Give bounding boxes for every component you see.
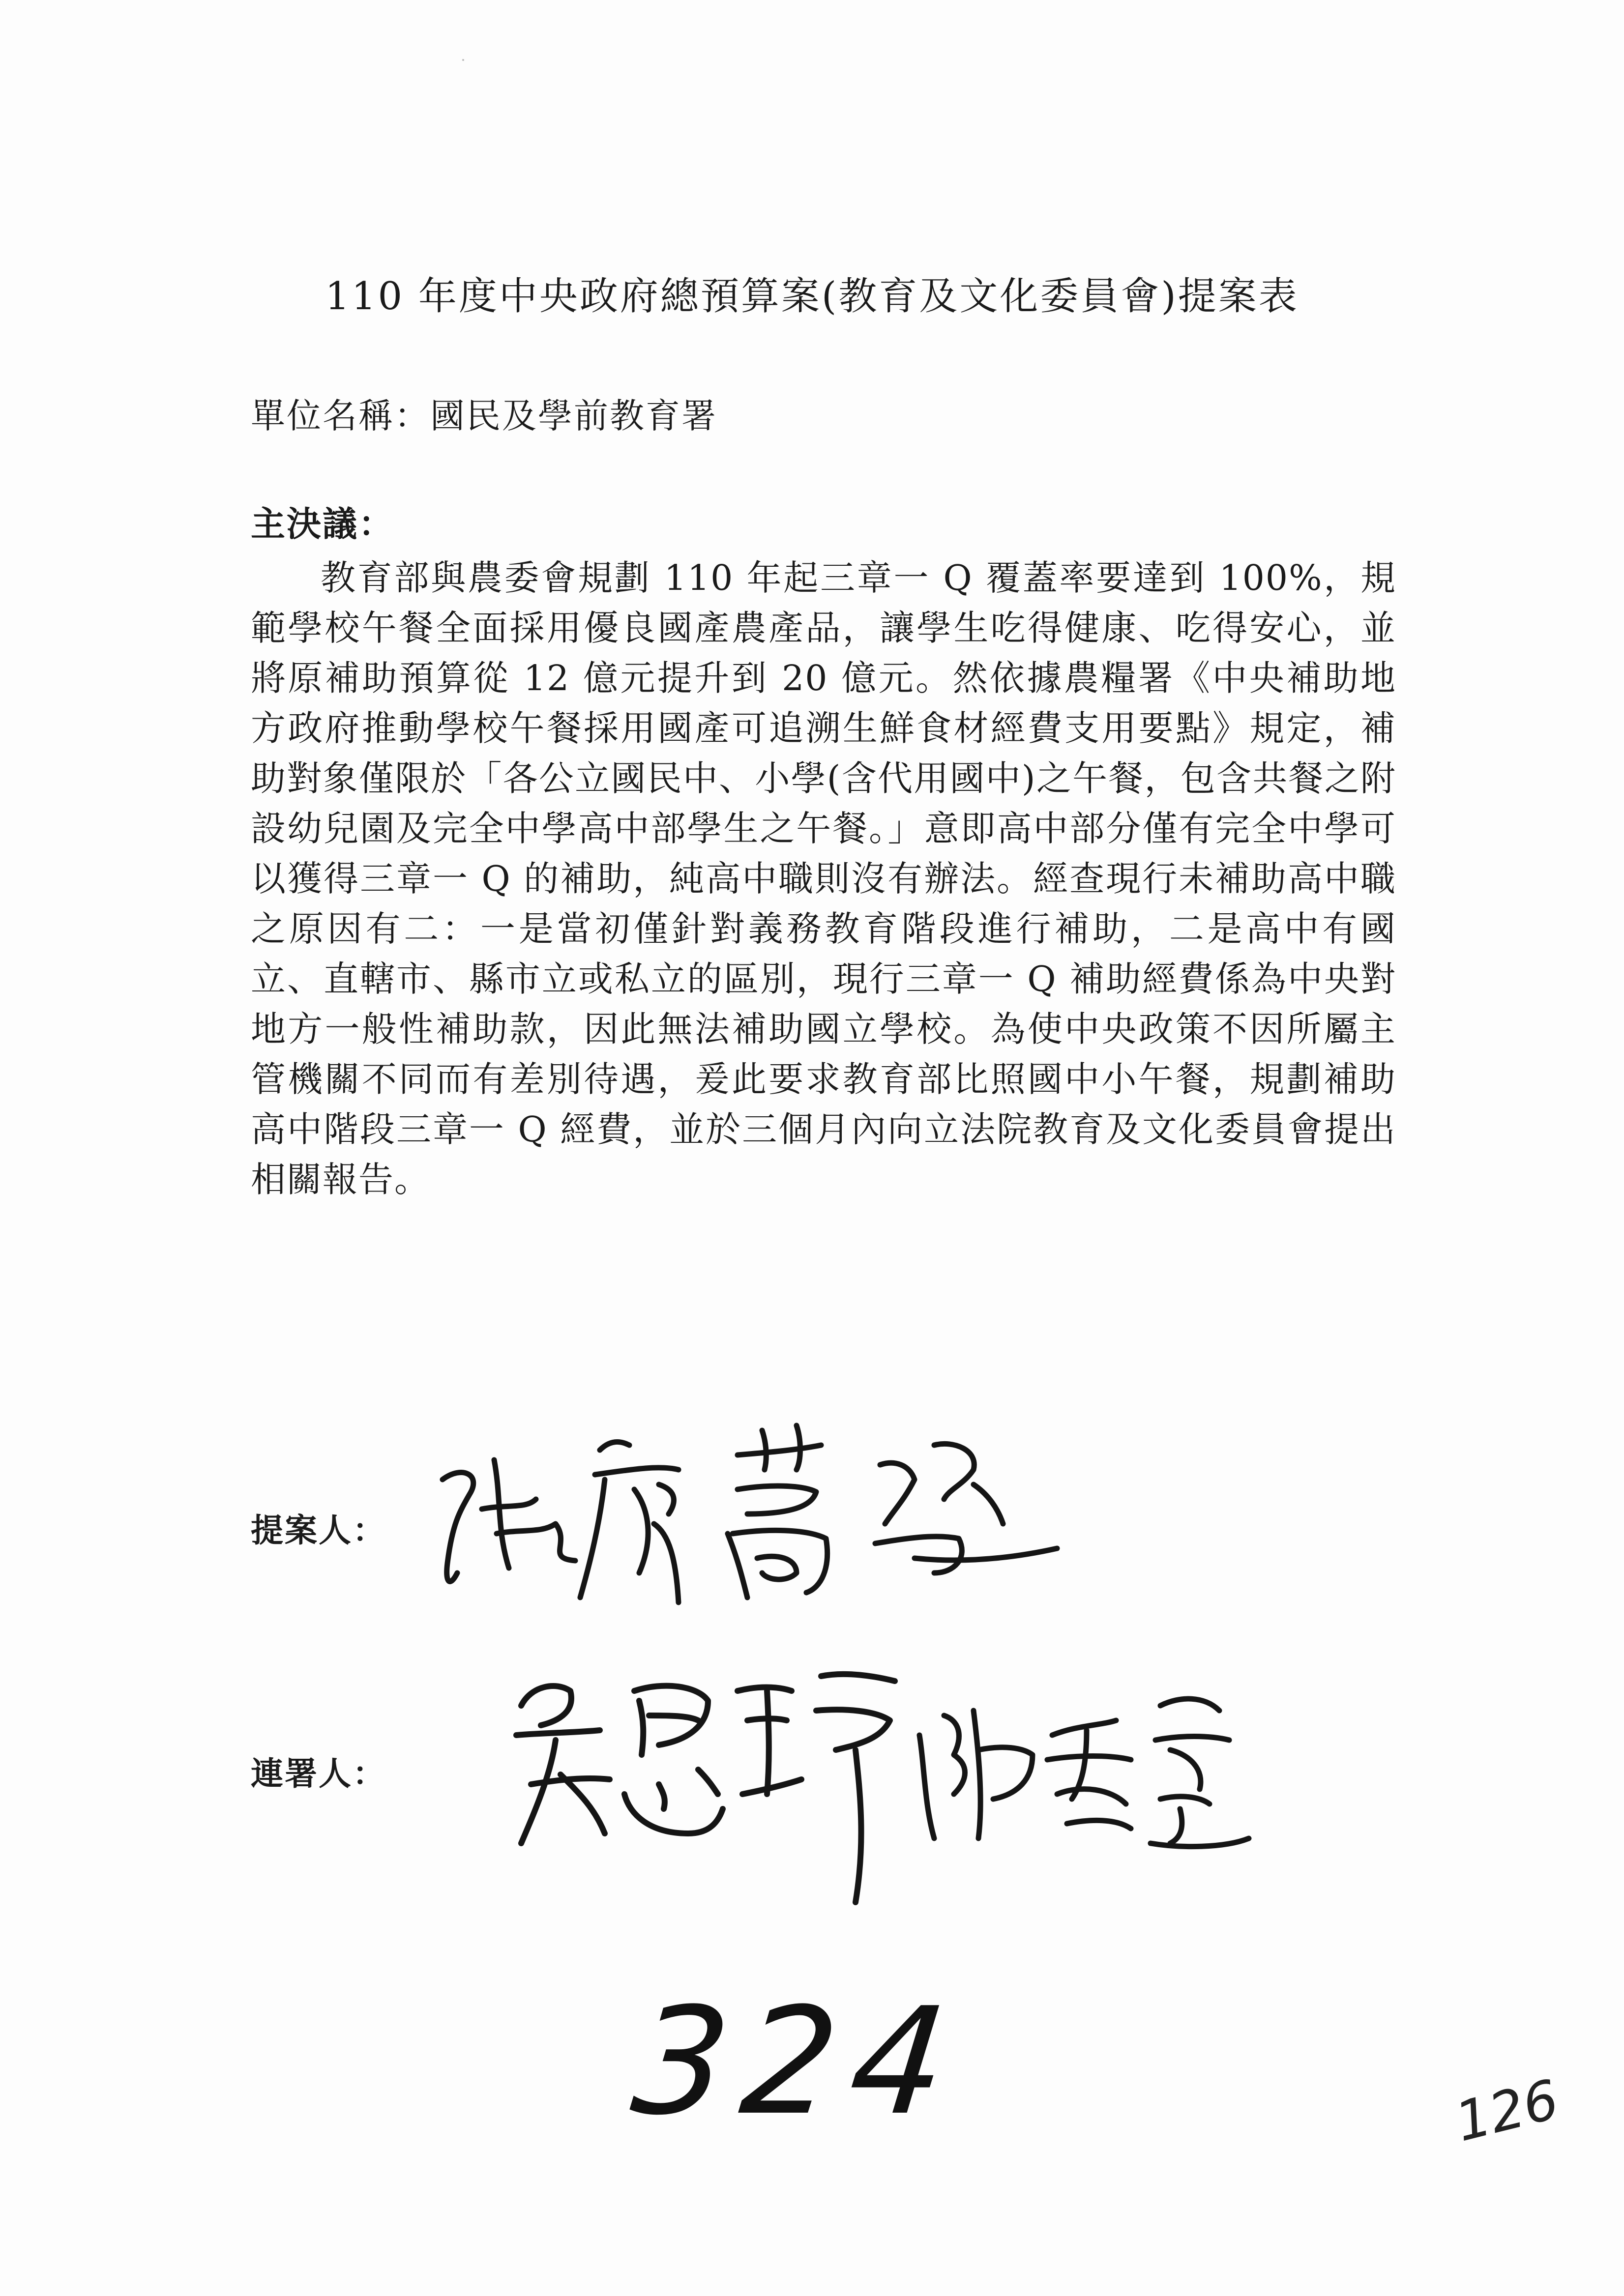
unit-label: 單位名稱： xyxy=(251,396,430,436)
resolution-body: 教育部與農委會規劃 110 年起三章一 Q 覆蓋率要達到 100%，規範學校午餐全面採用優良國產農產品，讓學生吃得健康、吃得安心，並將原補助預算從 12 億元提升到 20 億元。然依據農糧署《中央補助地方政府推動學校午餐採用國產可追溯生鮮食材經費支用要點》規定，補助對象僅限於「各公立國民中、小學(含代用國中)之午餐，包含共餐之附設幼兒園及完全中學高中部學生之午餐。」意即高中部分僅有完全中學可以獲得三章一 Q 的補助，純高中職則沒有辦法。經查現行未補助高中職之原因有二：一是當初僅針對義務教育階段進行補助，二是高中有國立、直轄市、縣市立或私立的區別，現行三章一 Q 補助經費係為中央對地方一般性補助款，因此無法補助國立學校。為使中央政策不因所屬主管機關不同而有差別待遇，爰此要求教育部比照國中小午餐，規劃補助高中階段三章一 Q 經費，並於三個月內向立法院教育及文化委員會提出相關報告。 xyxy=(251,557,1396,1200)
handwritten-page-number: 324 xyxy=(625,1976,969,2148)
scan-speck xyxy=(462,59,464,61)
corner-page-number: 126 xyxy=(1449,2067,1565,2154)
unit-name: 國民及學前教育署 xyxy=(430,396,717,436)
proposer-label: 提案人： xyxy=(251,1511,386,1549)
cosigner-label: 連署人： xyxy=(251,1755,386,1793)
unit-line xyxy=(251,388,717,438)
resolution-heading: 主決議： xyxy=(251,504,394,544)
cosigner-signature-1 xyxy=(502,1647,944,1922)
cosigner-signature-2 xyxy=(905,1681,1259,1888)
document-title: 110 年度中央政府總預算案(教育及文化委員會)提案表 xyxy=(325,274,1299,319)
proposer-signature xyxy=(423,1411,1111,1627)
